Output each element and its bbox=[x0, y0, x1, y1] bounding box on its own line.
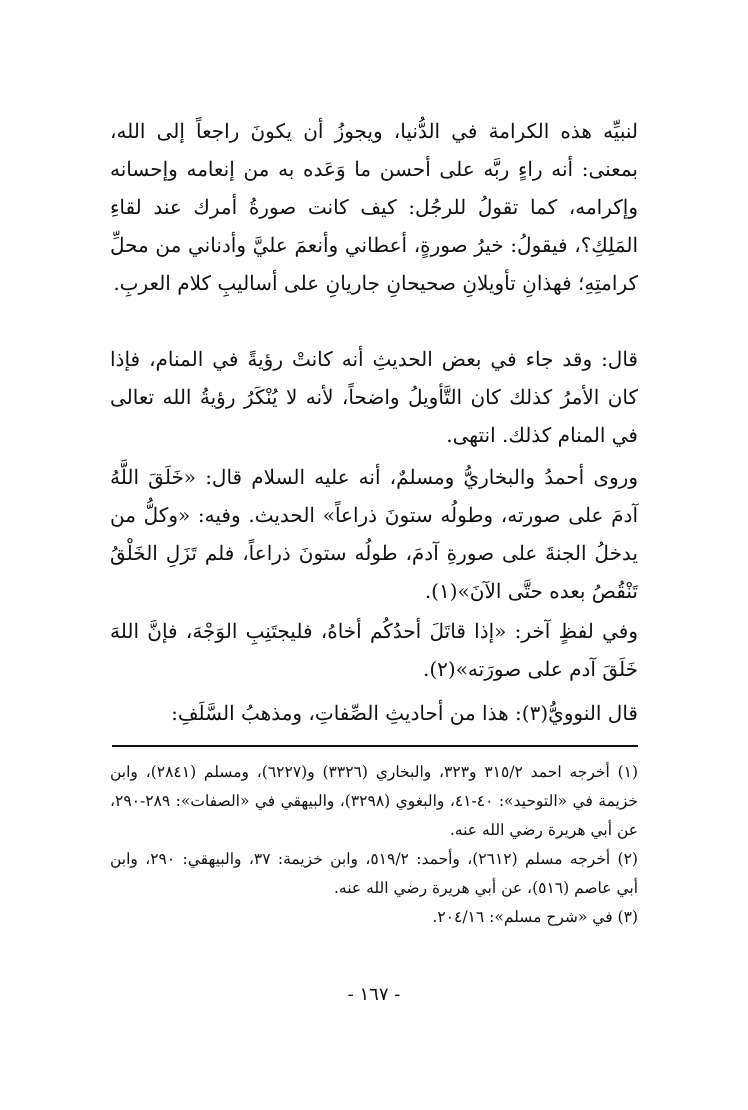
paragraph-nawawi-quote: قال النوويُّ(٣): هذا من أحاديثِ الصِّفاتِ، ومذهبُ السَّلَفِ: bbox=[171, 701, 638, 725]
footnotes-section bbox=[110, 758, 638, 932]
footnote-3: (٣) في «شرح مسلم»: ٢٠٤/١٦. bbox=[432, 908, 638, 926]
footnote-1: (١) أخرجه احمد ٣١٥/٢ و٣٢٣، والبخاري (٣٣٢٦) و(٦٢٢٧)، ومسلم (٢٨٤١)، وابن خزيمة في «التوحيد»: ٤٠-٤١، والبغوي (٣٢٩٨)، والبيهقي في «الصفات»: ٢٨٩-٢٩٠، عن أبي هريرة رضي الله عنه. bbox=[110, 763, 639, 839]
paragraph-dream-vision: قال: وقد جاء في بعض الحديثِ أنه كانتْ رؤيةً في المنام، فإذا كان الأمرُ كذلك كان التَّأويلُ واضحاً، لأنه لا يُنْكَرُ رؤيةُ الله تعالى في المنام كذلك. انتهى. bbox=[110, 347, 638, 447]
footnote-2: (٢) أخرجه مسلم (٢٦١٢)، وأحمد: ٥١٩/٢، وابن خزيمة: ٣٧، والبيهقي: ٢٩٠، وابن أبي عاصم (٥١٦)، عن أبي هريرة رضي الله عنه. bbox=[110, 850, 638, 897]
page-number: - ١٦٧ - bbox=[347, 984, 401, 1005]
paragraph-face-hadith: وفي لفظٍ آخر: «إذا قاتَلَ أحدُكُم أخاهُ، فليجتَنِبِ الوَجْهَ، فإنَّ اللهَ خَلَقَ آدم على صورَته»(٢). bbox=[110, 619, 638, 681]
paragraph-ru-ya-interpretation: لنبيِّه هذه الكرامة في الدُّنيا، ويجوزُ أن يكونَ راجعاً إلى الله، بمعنى: أنه راءٍ ربَّه على أحسن ما وَعَده به من إنعامه وإحسانه وإكرامه، كما تقولُ للرجُل: كيف كانت صورةُ أمرك عند لقاءِ المَلِكِ؟، فيقولُ: خيرُ صورةٍ، أعطاني وأنعمَ عليَّ وأدناني من محلِّ كرامتِهِ؛ فهذانِ تأويلانِ صحيحانِ جاريانِ على أساليبِ كلام العربِ. bbox=[110, 119, 639, 295]
paragraph-adam-hadith: وروى أحمدُ والبخاريُّ ومسلمٌ، أنه عليه السلام قال: «خَلَقَ اللَّهُ آدمَ على صورته، وطولُه ستونَ ذراعاً» الحديث. وفيه: «وكلُّ من يدخلُ الجنةَ على صورةِ آدمَ، طولُه ستونَ ذراعاً، فلم تَزَلِ الخَلْقُ تَنْقُصُ بعده حتَّى الآنَ»(١). bbox=[110, 465, 638, 603]
footnote-divider bbox=[112, 745, 638, 747]
